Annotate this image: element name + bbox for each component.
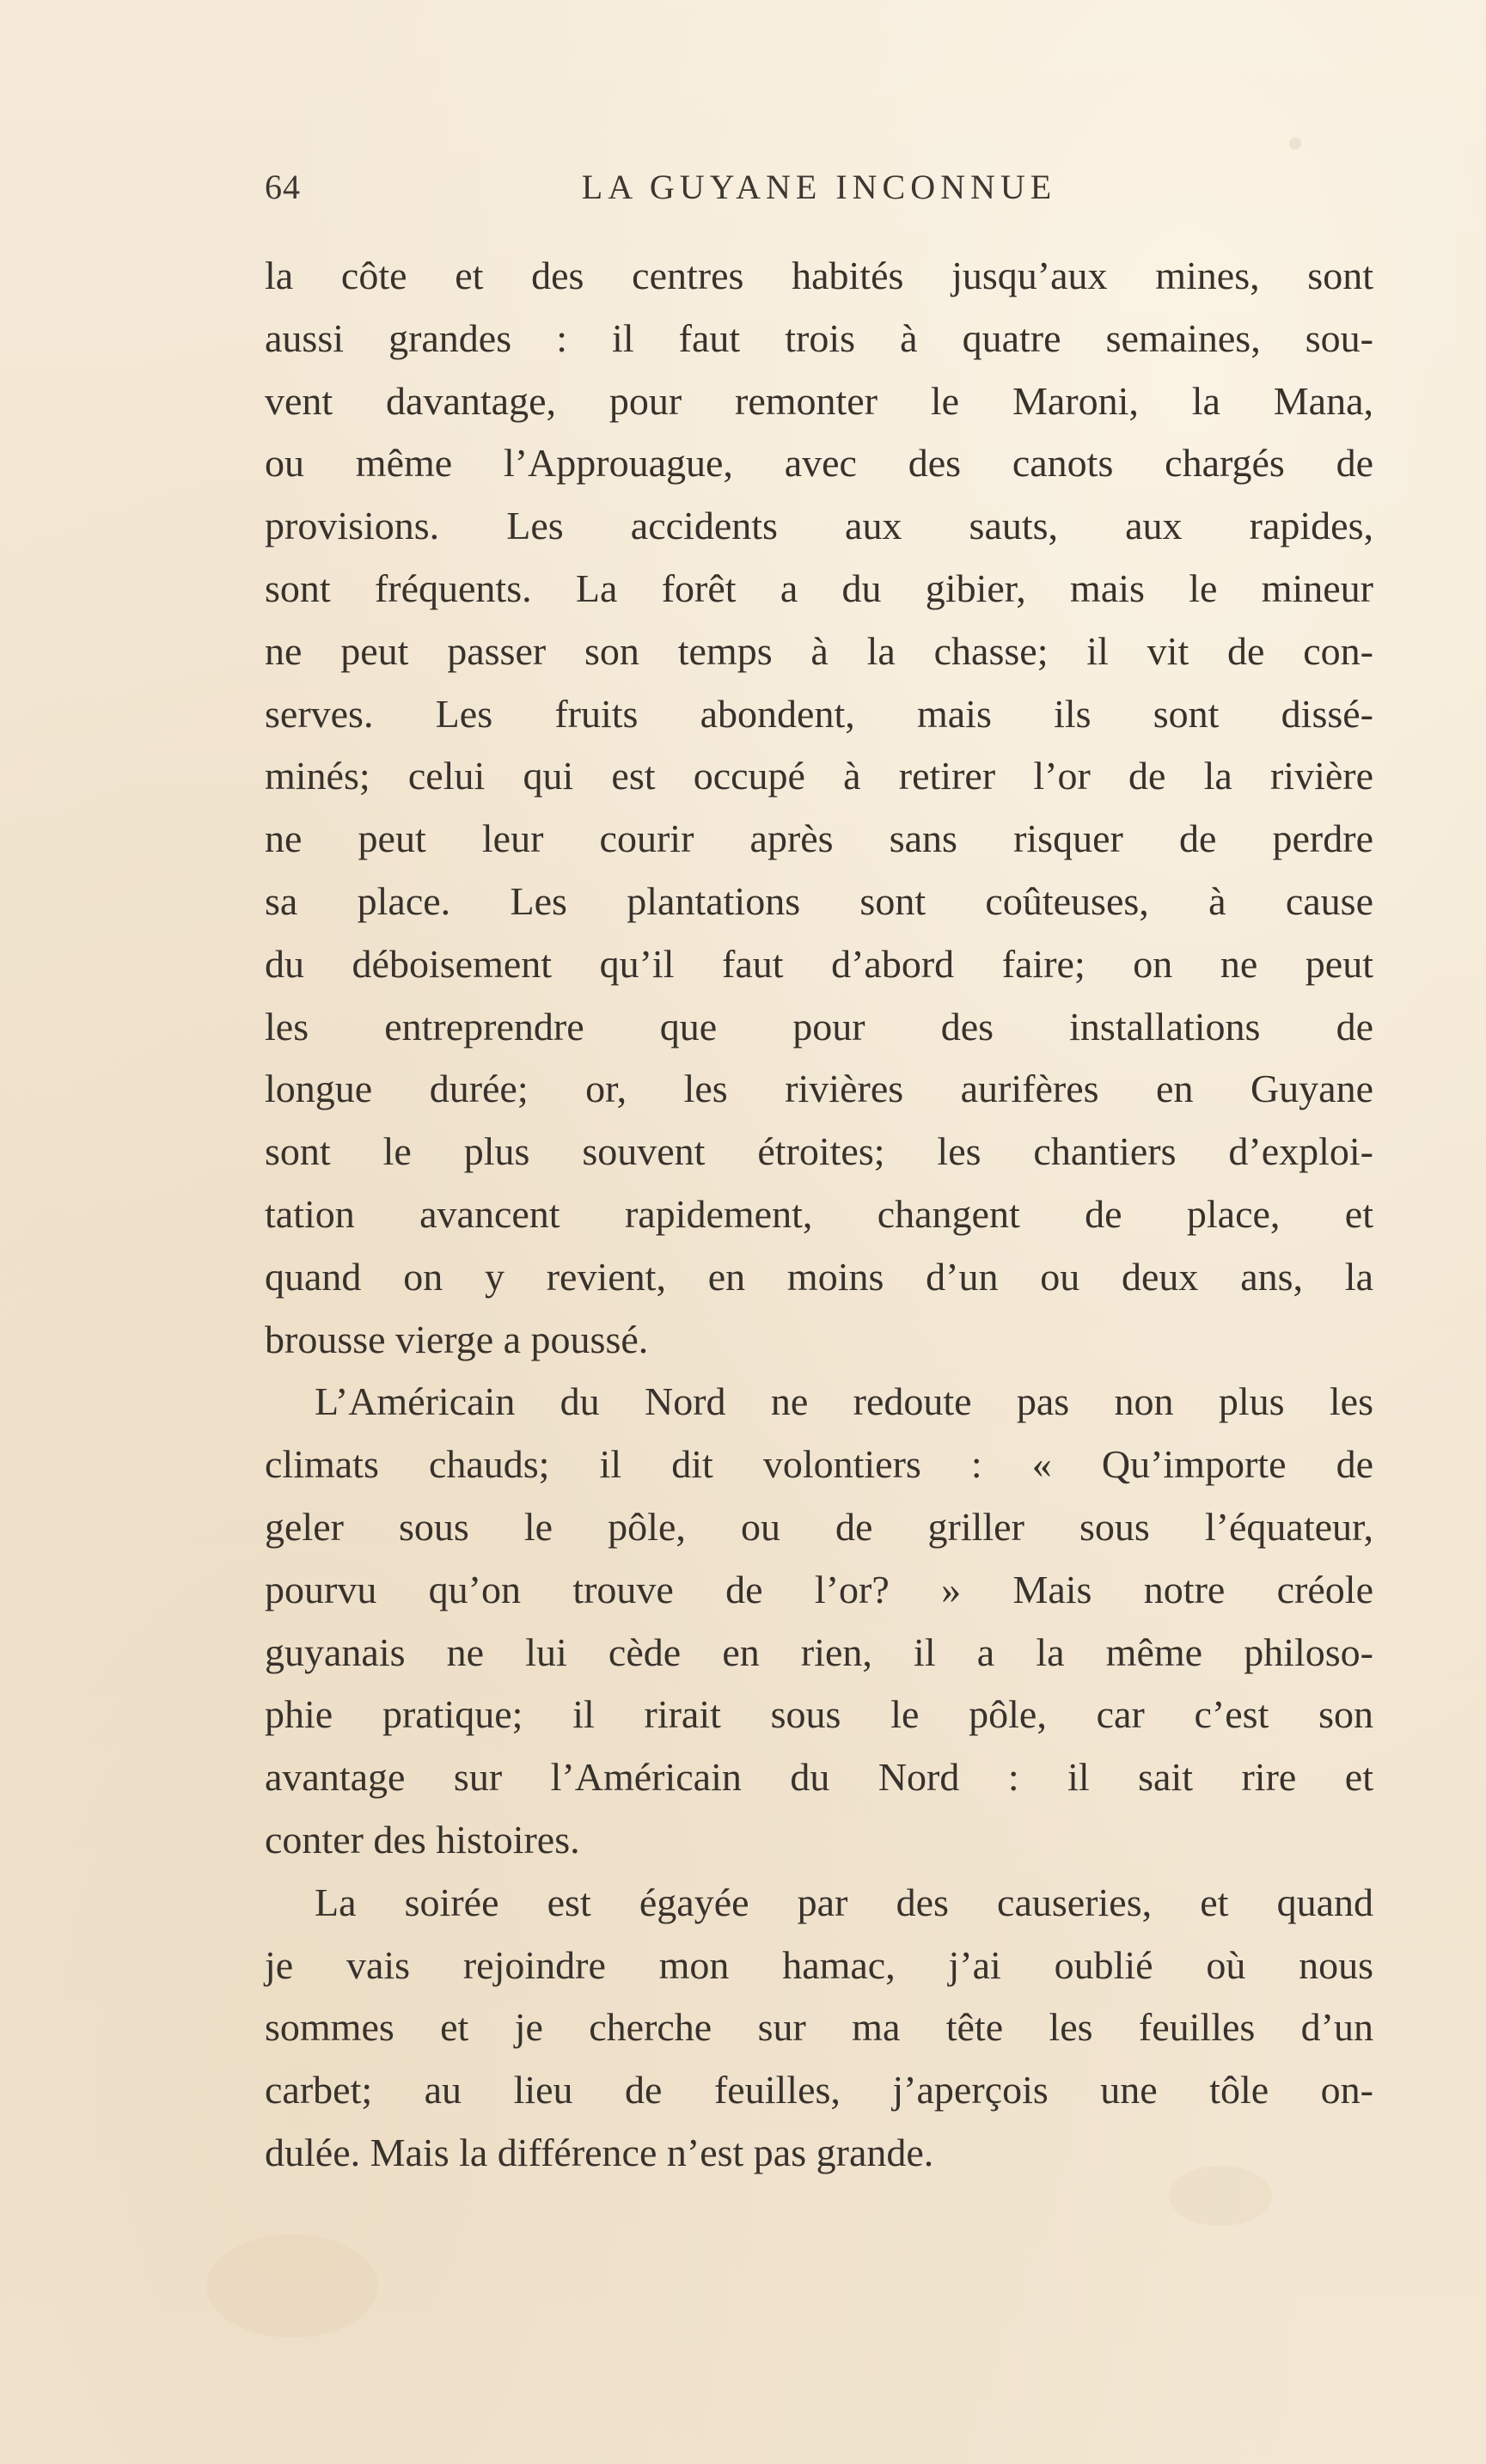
text-line: sommes et je cherche sur ma tête les feuilles d’un [265, 2005, 1373, 2050]
text-line: sa place. Les plantations sont coûteuses, à cause [265, 878, 1373, 923]
text-line: serves. Les fruits abondent, mais ils sont dissé- [265, 691, 1373, 736]
text-line: je vais rejoindre mon hamac, j’ai oublié où nous [265, 1942, 1373, 1987]
text-line: geler sous le pôle, ou de griller sous l’équateur, [265, 1504, 1373, 1549]
text-line: tation avancent rapidement, changent de place, et [265, 1191, 1373, 1236]
body-text [265, 245, 1373, 2185]
paper-stain [206, 2235, 378, 2338]
text-line: ne peut passer son temps à la chasse; il vit de con- [265, 628, 1373, 673]
text-line: sont fréquents. La forêt a du gibier, mais le mineur [265, 566, 1373, 610]
text-line: les entreprendre que pour des installations de [265, 1004, 1373, 1049]
text-line: conter des histoires. [265, 1817, 580, 1862]
text-line: carbet; au lieu de feuilles, j’aperçois une tôle on- [265, 2068, 1373, 2112]
page-number: 64 [265, 168, 301, 206]
text-line: provisions. Les accidents aux sauts, aux rapides, [265, 504, 1373, 548]
text-line: vent davantage, pour remonter le Maroni, la Mana, [265, 378, 1373, 423]
text-line: climats chauds; il dit volontiers : « Qu’importe de [265, 1442, 1373, 1487]
text-line: avantage sur l’Américain du Nord : il sait rire et [265, 1755, 1373, 1800]
paper-stain [1289, 138, 1301, 150]
text-line: du déboisement qu’il faut d’abord faire; on ne peut [265, 941, 1373, 986]
paragraph-start-line: La soirée est égayée par des causeries, et quand [315, 1880, 1373, 1924]
text-line: sont le plus souvent étroites; les chantiers d’exploi- [265, 1129, 1373, 1174]
text-line: pourvu qu’on trouve de l’or? » Mais notre créole [265, 1567, 1373, 1611]
running-title: LA GUYANE INCONNUE [581, 168, 1057, 206]
text-line: phie pratique; il rirait sous le pôle, car c’est son [265, 1692, 1373, 1737]
text-line: ne peut leur courir après sans risquer de perdre [265, 816, 1373, 861]
text-line: brousse vierge a poussé. [265, 1317, 649, 1361]
text-line: ou même l’Approuague, avec des canots chargés de [265, 441, 1373, 486]
text-line: guyanais ne lui cède en rien, il a la même philoso- [265, 1629, 1373, 1674]
text-line: minés; celui qui est occupé à retirer l’or de la rivière [265, 754, 1373, 798]
text-line: aussi grandes : il faut trois à quatre semaines, sou- [265, 315, 1373, 360]
text-line: longue durée; or, les rivières aurifères en Guyane [265, 1067, 1373, 1111]
text-line: quand on y revient, en moins d’un ou deux ans, la [265, 1254, 1373, 1299]
running-head [265, 162, 1373, 213]
paragraph-start-line: L’Américain du Nord ne redoute pas non plus les [315, 1379, 1373, 1424]
text-line: dulée. Mais la différence n’est pas grande. [265, 2130, 934, 2174]
text-line: la côte et des centres habités jusqu’aux mines, sont [265, 254, 1373, 297]
